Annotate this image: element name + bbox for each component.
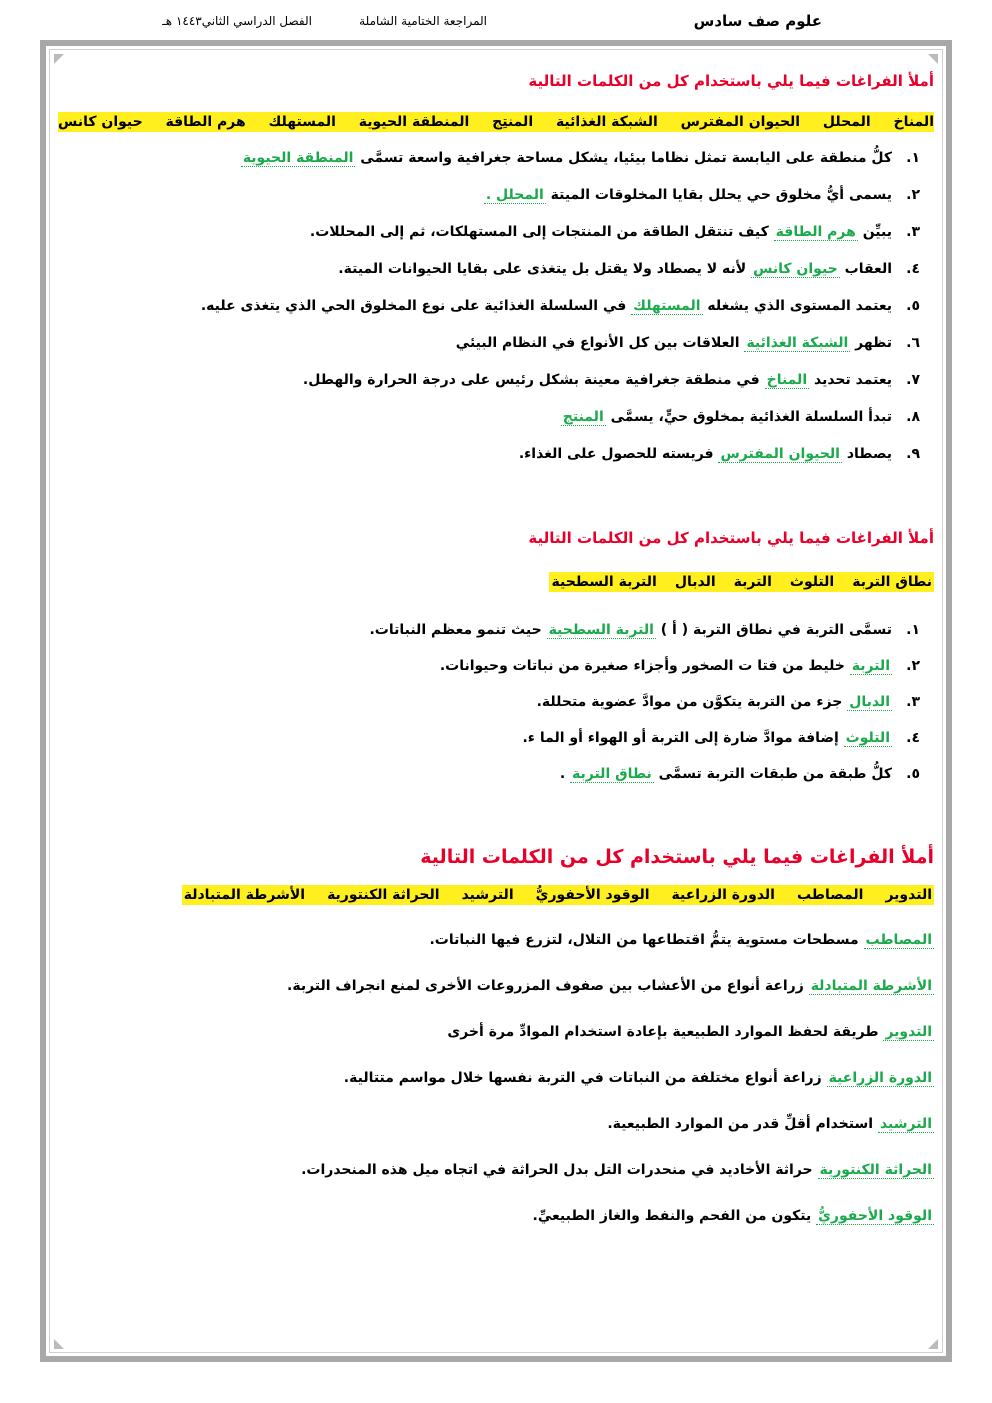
question-number: ٦.	[906, 335, 920, 351]
answer-text: المحلل .	[485, 187, 544, 203]
answer-text: التربة	[851, 658, 890, 674]
answer-text: الدبال	[849, 694, 890, 710]
question-number: ٨.	[906, 409, 920, 425]
question-prompt: كلُّ طبقة من طبقات التربة تسمَّى	[653, 766, 892, 782]
question-item	[58, 177, 934, 214]
question-prompt: يعتمد المستوى الذي يشغله	[702, 298, 892, 314]
definition-item	[58, 917, 934, 963]
definition-item	[58, 1055, 934, 1101]
question-continuation: خليط من فتا ت الصخور وأجزاء صغيرة من نباتات وحيوانات.	[439, 658, 850, 674]
definition-text: زراعة أنواع مختلفة من النباتات في التربة نفسها خلال مواسم متتالية.	[343, 1070, 827, 1086]
answer-text: هرم الطاقة	[775, 224, 856, 240]
question-number: ١.	[906, 150, 920, 166]
word-bank-term: هرم الطاقة	[165, 114, 246, 130]
answer-text: التلوث	[845, 730, 890, 746]
question-continuation: لأنه لا يصطاد ولا يقتل بل يتغذى على بقايا الحيوانات الميتة.	[338, 261, 752, 277]
question-continuation: .	[559, 766, 571, 782]
question-text	[440, 648, 892, 684]
question-text	[303, 362, 892, 399]
answer-text: التربة السطحية	[548, 622, 654, 638]
question-continuation: في السلسلة الغذائية على نوع المخلوق الحي الذي يتغذى عليه.	[200, 298, 632, 314]
question-continuation: حيث تنمو معظم النباتات.	[369, 622, 547, 638]
question-item	[58, 756, 934, 792]
question-text	[338, 251, 892, 288]
word-bank-term: نطاق التربة	[852, 574, 932, 590]
question-continuation: جزء من التربة يتكوَّن من موادَّ عضوية متحللة.	[536, 694, 848, 710]
question-text	[310, 214, 892, 251]
word-bank-term: الحيوان المفترس	[680, 114, 801, 130]
word-bank-term: المستهلك	[268, 114, 336, 130]
question-number: ٤.	[906, 730, 920, 746]
definition-text: زراعة أنواع من الأعشاب بين صفوف المزروعات الأخرى لمنع انجراف التربة.	[287, 978, 809, 994]
answer-text: حيوان كانس	[753, 261, 838, 277]
answer-text: الحراثة الكنتورية	[819, 1162, 932, 1178]
question-text	[560, 756, 892, 792]
question-item	[58, 140, 934, 177]
definition-item	[58, 1147, 934, 1193]
question-item	[58, 436, 934, 473]
question-number: ٢.	[906, 658, 920, 674]
question-text	[522, 720, 892, 756]
section2-word-bank	[549, 572, 934, 592]
worksheet-content	[58, 56, 934, 1239]
question-number: ٤.	[906, 261, 920, 277]
definition-item	[58, 963, 934, 1009]
question-item	[58, 720, 934, 756]
question-text	[201, 288, 892, 325]
question-prompt: يسمى أيُّ مخلوق حي يحلل بقايا المخلوقات الميتة	[545, 187, 892, 203]
question-continuation: في منطقة جغرافية معينة بشكل رئيس على درجة الحرارة والهطل.	[302, 372, 765, 388]
section3-title: أملأ الفراغات فيما يلي باستخدام كل من الكلمات التالية	[420, 846, 934, 868]
definition-item	[58, 1009, 934, 1055]
section3-definitions	[58, 917, 934, 1239]
definition-item	[58, 1193, 934, 1239]
question-text	[484, 177, 892, 214]
question-item	[58, 214, 934, 251]
question-item	[58, 399, 934, 436]
question-prompt: تبدأ السلسلة الغذائية بمخلوق حيٍّ، يسمَّى	[605, 409, 892, 425]
definition-text: حراثة الأخاديد في منحدرات التل بدل الحراثة في اتجاه ميل هذه المنحدرات.	[301, 1162, 818, 1178]
word-bank-term: التربة السطحية	[551, 574, 657, 590]
term-label: الفصل الدراسي الثاني١٤٤٣ هـ	[162, 14, 312, 28]
section1-questions	[58, 140, 934, 473]
question-text	[561, 399, 892, 436]
word-bank-term: الوقود الأحفوريُّ	[535, 887, 650, 903]
question-item	[58, 251, 934, 288]
section2-questions	[58, 612, 934, 792]
corner-ornament	[54, 1339, 64, 1349]
question-prompt: العقاب	[839, 261, 892, 277]
section3-word-bank	[182, 885, 934, 905]
word-bank-term: المنطقة الحيوية	[358, 114, 470, 130]
question-text	[241, 140, 892, 177]
word-bank-term: الدورة الزراعية	[671, 887, 775, 903]
question-item	[58, 612, 934, 648]
question-continuation: فريسته للحصول على الغذاء.	[518, 446, 719, 462]
subject-title: علوم صف سادس	[693, 12, 822, 30]
word-bank-term: المصاطب	[796, 887, 864, 903]
word-bank-term: التدوير	[885, 887, 932, 903]
question-number: ٢.	[906, 187, 920, 203]
question-item	[58, 648, 934, 684]
question-continuation: كيف تنتقل الطاقة من المنتجات إلى المستهلكات، ثم إلى المحللات.	[309, 224, 774, 240]
answer-text: الحيوان المفترس	[720, 446, 840, 462]
section1-title: أملأ الفراغات فيما يلي باستخدام كل من الكلمات التالية	[528, 72, 934, 90]
word-bank-term: الدبال	[674, 574, 716, 590]
question-prompt: يبيِّن	[857, 224, 892, 240]
question-prompt: تظهر	[850, 335, 892, 351]
question-number: ٥.	[906, 298, 920, 314]
question-number: ٣.	[906, 694, 920, 710]
question-number: ٣.	[906, 224, 920, 240]
question-number: ١.	[906, 622, 920, 638]
section2-title: أملأ الفراغات فيما يلي باستخدام كل من الكلمات التالية	[528, 529, 934, 547]
answer-text: التدوير	[885, 1024, 932, 1040]
question-prompt: يعتمد تحديد	[809, 372, 892, 388]
question-item	[58, 288, 934, 325]
corner-ornament	[928, 1339, 938, 1349]
question-text	[537, 684, 892, 720]
answer-text: المنطقة الحيوية	[242, 150, 354, 166]
word-bank-term: حيوان كانس	[58, 114, 143, 130]
question-prompt: تسمَّى التربة في نطاق التربة ( أ )	[655, 622, 892, 638]
question-number: ٥.	[906, 766, 920, 782]
word-bank-term: الشبكة الغذائية	[555, 114, 658, 130]
answer-text: المنتج	[562, 409, 604, 425]
answer-text: الوقود الأحفوريُّ	[818, 1208, 932, 1224]
question-item	[58, 684, 934, 720]
answer-text: المستهلك	[633, 298, 701, 314]
definition-text: طريقة لحفظ الموارد الطبيعية بإعادة استخدام الموادِّ مرة أخرى	[447, 1024, 884, 1040]
question-item	[58, 362, 934, 399]
answer-text: المصاطب	[865, 932, 932, 948]
question-number: ٩.	[906, 446, 920, 462]
page-header	[0, 12, 992, 36]
definition-text: استخدام أقلِّ قدر من الموارد الطبيعية.	[607, 1116, 878, 1132]
answer-text: الترشيد	[879, 1116, 932, 1132]
definition-text: يتكون من الفحم والنفط والغاز الطبيعيِّ.	[532, 1208, 817, 1224]
answer-text: نطاق التربة	[572, 766, 652, 782]
question-item	[58, 325, 934, 362]
question-number: ٧.	[906, 372, 920, 388]
answer-text: الشبكة الغذائية	[746, 335, 849, 351]
question-text	[456, 325, 892, 362]
answer-text: الأشرطة المتبادلة	[810, 978, 932, 994]
word-bank-term: الترشيد	[461, 887, 514, 903]
word-bank-term: الأشرطة المتبادلة	[183, 887, 306, 903]
question-prompt: يصطاد	[841, 446, 892, 462]
review-title: المراجعة الختامية الشاملة	[359, 14, 487, 28]
word-bank-term: المنتِج	[492, 114, 534, 130]
word-bank-term: المحلل	[822, 114, 871, 130]
word-bank-term: التلوث	[789, 574, 835, 590]
word-bank-term: التربة	[733, 574, 772, 590]
question-prompt: كلُّ منطقة على اليابسة تمثل نظاما بيئيا، يشكل مساحة جغرافية واسعة تسمَّى	[355, 150, 892, 166]
answer-text: المناخ	[766, 372, 808, 388]
section1-word-bank	[58, 112, 934, 132]
definition-text: مسطحات مستوية يتمُّ اقتطاعها من التلال، لتزرع فيها النباتات.	[429, 932, 864, 948]
question-text	[519, 436, 892, 473]
question-continuation: إضافة موادَّ ضارة إلى التربة أو الهواء أو الما ء.	[522, 730, 844, 746]
answer-text: الدورة الزراعية	[828, 1070, 932, 1086]
definition-item	[58, 1101, 934, 1147]
word-bank-term: المناخ	[893, 114, 934, 130]
question-continuation: العلاقات بين كل الأنواع في النظام البيئي	[455, 335, 745, 351]
word-bank-term: الحراثة الكنتورية	[327, 887, 440, 903]
question-text	[369, 612, 892, 648]
